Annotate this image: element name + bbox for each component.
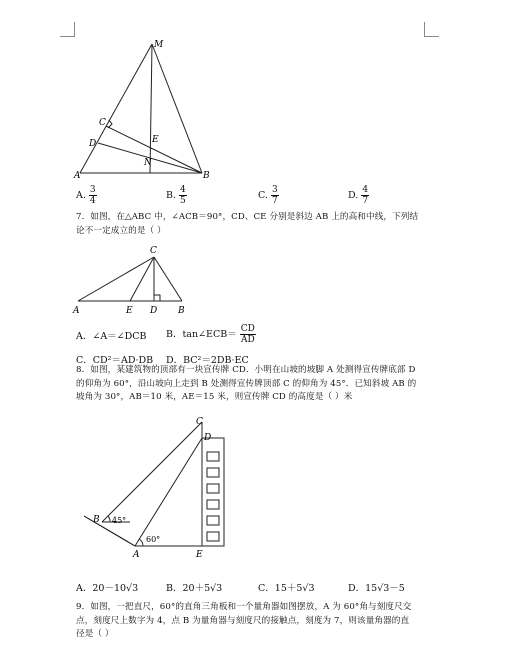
line-am xyxy=(80,44,152,173)
fig1-option-d[interactable]: D. $\frac{4}{7}$ xyxy=(348,185,369,206)
label-a: A xyxy=(73,306,80,316)
label-c: C xyxy=(196,417,203,427)
label-b: B xyxy=(178,306,185,316)
corner-mark-left xyxy=(60,22,75,37)
window-6 xyxy=(207,532,219,541)
line-ac xyxy=(78,257,154,301)
figure-q7 xyxy=(70,243,200,318)
label-d: D xyxy=(204,433,212,443)
label-m: M xyxy=(154,40,164,50)
label-e: E xyxy=(196,550,203,560)
label-45: 45° xyxy=(112,516,127,525)
label-d: D xyxy=(150,306,158,316)
fig1-option-a[interactable]: A. $\frac{3}{4}$ xyxy=(76,185,96,206)
label-n: N xyxy=(144,158,152,168)
q7-option-a[interactable]: A．∠A＝∠DCB xyxy=(76,331,147,342)
label-c: C xyxy=(99,118,106,128)
q8-option-d[interactable]: D．15√3－5 xyxy=(348,583,405,594)
line-mb xyxy=(152,44,202,173)
q8-option-a[interactable]: A．20－10√3 xyxy=(76,583,139,594)
label-e: E xyxy=(152,135,159,145)
angle-60-arc xyxy=(139,539,143,546)
sight-ad xyxy=(135,438,202,546)
q7-option-b[interactable]: B．tan∠ECB＝ $\frac{CD}{AD}$ xyxy=(166,324,255,345)
label-60: 60° xyxy=(146,535,161,544)
q8-option-b[interactable]: B．20＋5√3 xyxy=(166,583,223,594)
window-5 xyxy=(207,516,219,525)
building xyxy=(202,438,224,546)
label-a: A xyxy=(133,550,140,560)
q8-option-c[interactable]: C．15＋5√3 xyxy=(258,583,315,594)
question-9-text: 9．如图，一把直尺，60°的直角三角板和一个量角器如图摆放，A 为 60°角与刻度尺交 点，刻度尺上数字为 4，点 B 为量角器与刻度尺的接触点，刻度为 7，则该量角器的直 径是（ ） xyxy=(76,602,412,639)
corner-mark-right xyxy=(424,22,439,37)
figure-1 xyxy=(70,36,220,181)
label-b: B xyxy=(203,171,210,181)
figure-q8 xyxy=(80,414,240,564)
fig1-option-c[interactable]: C. $\frac{3}{7}$ xyxy=(258,185,278,206)
window-1 xyxy=(207,452,219,461)
question-7-text: 7．如图，在△ABC 中，∠ACB＝90°，CD、CE 分别是斜边 AB 上的高和中线，下列结 论不一定成立的是（ ） xyxy=(76,212,419,236)
q7-option-c[interactable]: C．CD²＝AD·DB xyxy=(76,355,154,366)
window-4 xyxy=(207,500,219,509)
q7-option-d[interactable]: D．BC²＝2DB·EC xyxy=(166,355,249,366)
label-a: A xyxy=(74,171,81,181)
label-e: E xyxy=(126,306,133,316)
angle-45-arc xyxy=(108,516,110,522)
label-c: C xyxy=(150,246,157,256)
window-2 xyxy=(207,468,219,477)
question-8-text: 8．如图，某建筑物的顶部有一块宣传牌 CD．小明在山坡的坡脚 A 处测得宣传牌底部 D 的仰角为 60°，沿山坡向上走到 B 处测得宣传牌顶部 C 的仰角为 45°．已知斜坡 AB 的 坡角为 30°，AB＝10 米，AE＝15 米，则宣传牌 CD 的高度是（ ）米 xyxy=(76,365,417,402)
sight-bc xyxy=(102,422,202,522)
right-angle-mark xyxy=(154,295,160,301)
line-cb xyxy=(154,257,182,301)
window-3 xyxy=(207,484,219,493)
line-mn xyxy=(150,44,152,173)
fig1-option-b[interactable]: B. $\frac{4}{5}$ xyxy=(166,185,186,206)
label-b: B xyxy=(93,515,100,525)
label-d: D xyxy=(89,139,97,149)
